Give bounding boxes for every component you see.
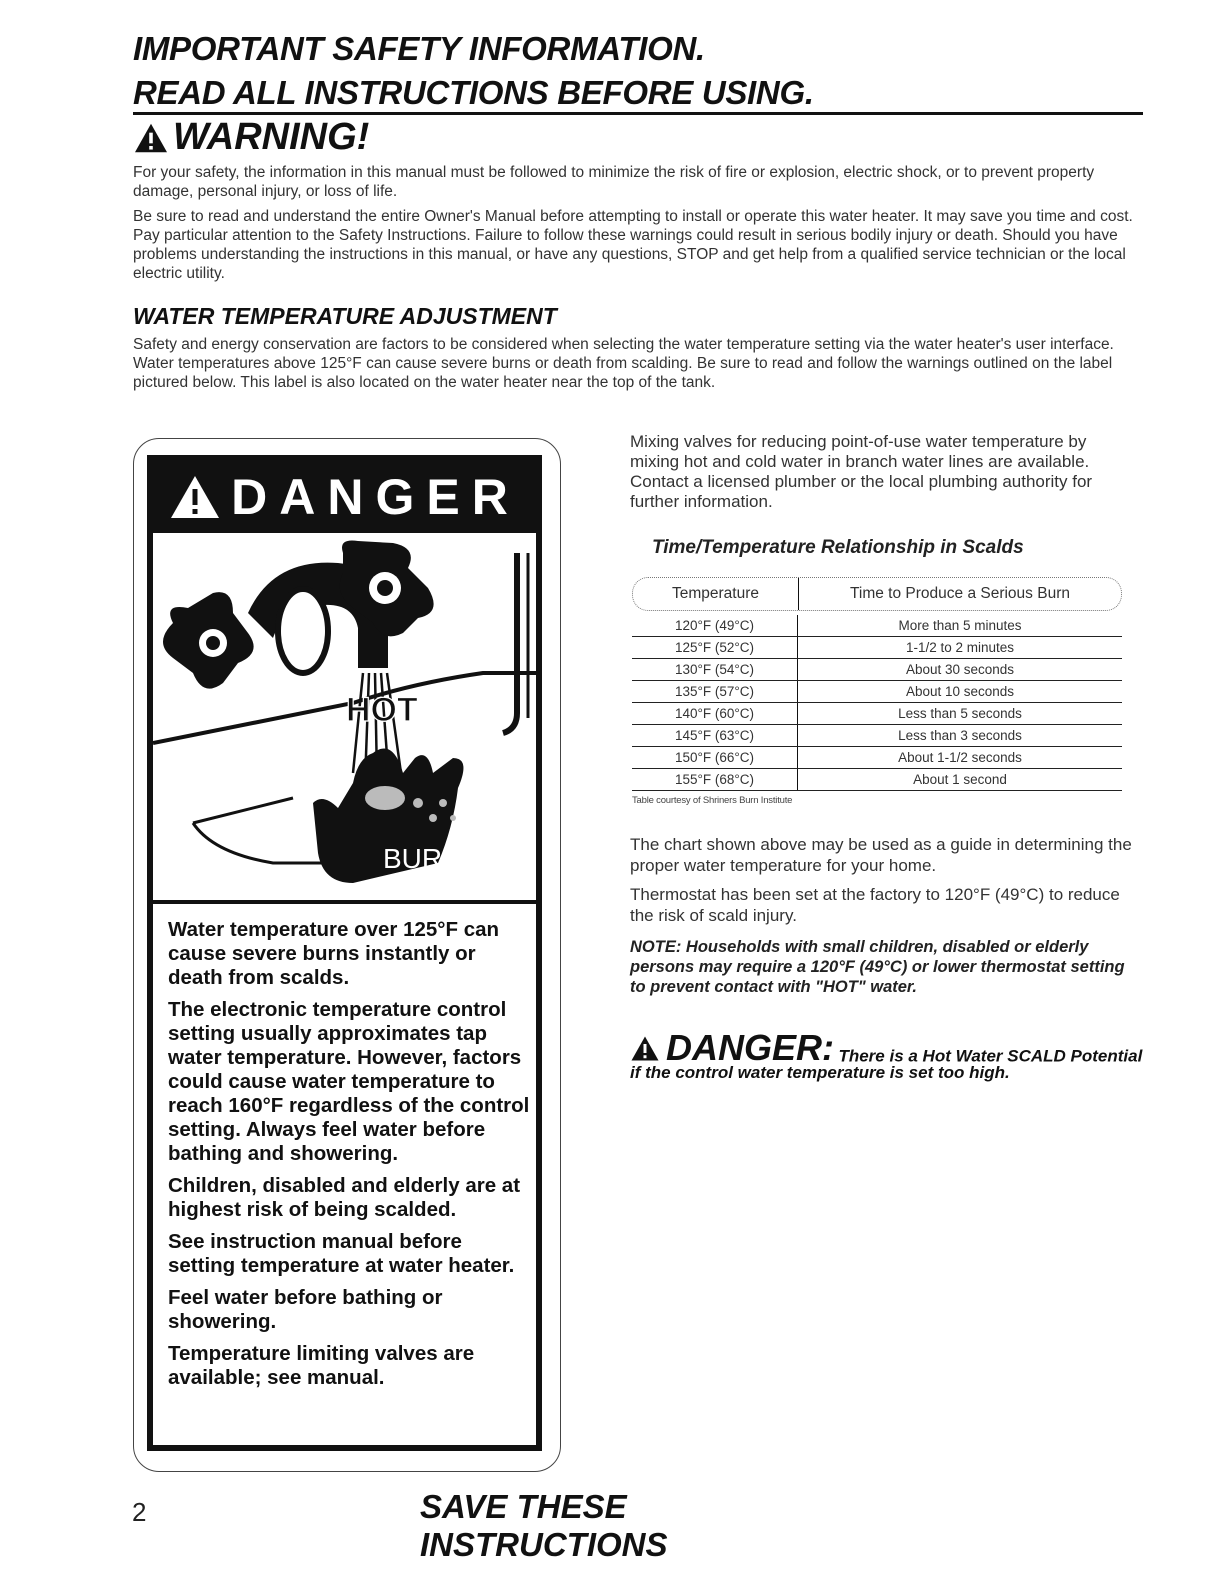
danger-note <box>630 1027 1150 1083</box>
header-line-1: IMPORTANT SAFETY INFORMATION. <box>133 30 705 67</box>
danger-label-divider <box>153 900 536 904</box>
burn-time-cell: About 10 seconds <box>905 684 1015 699</box>
table-row <box>632 725 1122 747</box>
temperature-cell: 140°F (60°C) <box>632 703 798 724</box>
table-row <box>632 615 1122 637</box>
danger-note-word: DANGER: <box>666 1027 834 1068</box>
danger-banner <box>153 461 536 533</box>
danger-line-6: Temperature limiting valves are available; see manual. <box>168 1342 475 1389</box>
danger-line-5: Feel water before bathing or showering. <box>168 1286 443 1333</box>
burn-text: BURN <box>383 843 463 874</box>
danger-note-text-2: if the control water temperature is set too high. <box>630 1063 1010 1082</box>
scald-table-title: Time/Temperature Relationship in Scalds <box>652 537 1024 558</box>
table-row <box>632 747 1122 769</box>
thermostat-paragraph: Thermostat has been set at the factory to 120°F (49°C) to reduce the risk of scald injury. <box>630 885 1120 925</box>
danger-note-text-1: There is a Hot Water SCALD Potential <box>838 1046 1143 1066</box>
warning-heading <box>133 116 369 159</box>
danger-triangle-icon <box>630 1035 660 1062</box>
temperature-cell: 145°F (63°C) <box>632 725 798 746</box>
header-temperature: Temperature <box>633 578 799 610</box>
temperature-cell: 155°F (68°C) <box>632 769 798 790</box>
table-row <box>632 703 1122 725</box>
burn-time-cell: About 30 seconds <box>905 662 1015 677</box>
danger-banner-text: DANGER <box>231 469 520 525</box>
scald-hazard-illustration <box>153 533 536 900</box>
temperature-cell: 125°F (52°C) <box>632 637 798 658</box>
header-line-2: READ ALL INSTRUCTIONS BEFORE USING. <box>133 74 814 111</box>
burn-time-cell: 1-1/2 to 2 minutes <box>905 640 1015 655</box>
table-row <box>632 637 1122 659</box>
danger-triangle-icon <box>169 474 221 520</box>
warning-paragraph-2: Be sure to read and understand the entire Owner's Manual before attempting to install or operate this water heater. It may save you time and cost. Pay particular attention to the Safety Instructions. Failure to follow these warnings could result in serious bodily injury or death. Should you have problems understanding the instructions in this manual, or have any questions, STOP and get help from a qualified service technician or the local electric utility. <box>133 208 1133 282</box>
chart-guide-paragraph: The chart shown above may be used as a guide in determining the proper water temperature for your home. <box>630 835 1132 875</box>
burn-time-cell: Less than 3 seconds <box>898 728 1022 743</box>
households-note: NOTE: Households with small children, disabled or elderly persons may require a 120°F (49°C) or lower thermostat setting to prevent contact with "HOT" water. <box>630 938 1125 996</box>
page-number: 2 <box>132 1497 147 1527</box>
temperature-cell: 135°F (57°C) <box>632 681 798 702</box>
danger-line-2: The electronic temperature control setting usually approximates tap water temperature. However, factors could cause water temperature to reach 160°F regardless of the control setting. Always feel water before bathing and showering. <box>168 998 530 1165</box>
danger-line-1: Water temperature over 125°F can cause severe burns instantly or death from scalds. <box>168 918 500 989</box>
temperature-cell: 130°F (54°C) <box>632 659 798 680</box>
table-row <box>632 681 1122 703</box>
water-temp-paragraph: Safety and energy conservation are factors to be considered when selecting the water temperature setting via the water heater's user interface. Water temperatures above 125°F can cause severe burns or death from scalding. Be sure to read and follow the warnings outlined on the label pictured below. This label is also located on the water heater near the top of the tank. <box>133 336 1114 391</box>
footer-text: SAVE THESE INSTRUCTIONS <box>420 1488 668 1563</box>
water-temp-heading: WATER TEMPERATURE ADJUSTMENT <box>133 303 557 329</box>
scald-table <box>632 577 1122 806</box>
warning-triangle-icon <box>133 122 169 154</box>
danger-label-text <box>168 918 533 1398</box>
temperature-cell: 120°F (49°C) <box>632 615 798 636</box>
danger-line-4: See instruction manual before setting temperature at water heater. <box>168 1230 515 1277</box>
mixing-valves-paragraph: Mixing valves for reducing point-of-use water temperature by mixing hot and cold water in branch water lines are available. Contact a licensed plumber or the local plumbing authority for further information. <box>630 432 1093 511</box>
scald-table-header <box>632 577 1122 611</box>
warning-title: WARNING! <box>173 116 370 158</box>
header-rule <box>133 112 1143 115</box>
header-burn-time: Time to Produce a Serious Burn <box>850 585 1070 602</box>
burn-time-cell: Less than 5 seconds <box>898 706 1022 721</box>
burn-time-cell: About 1-1/2 seconds <box>898 750 1022 765</box>
table-row <box>632 769 1122 791</box>
table-row <box>632 659 1122 681</box>
burn-time-cell: More than 5 minutes <box>898 618 1022 633</box>
hot-text: HOT <box>346 691 418 729</box>
table-courtesy: Table courtesy of Shriners Burn Institute <box>632 795 793 806</box>
warning-paragraph-1: For your safety, the information in this manual must be followed to minimize the risk of fire or explosion, electric shock, or to prevent property damage, personal injury, or loss of life. <box>133 164 1095 200</box>
temperature-cell: 150°F (66°C) <box>632 747 798 768</box>
danger-line-3: Children, disabled and elderly are at highest risk of being scalded. <box>168 1174 521 1221</box>
burn-time-cell: About 1 second <box>913 772 1007 787</box>
